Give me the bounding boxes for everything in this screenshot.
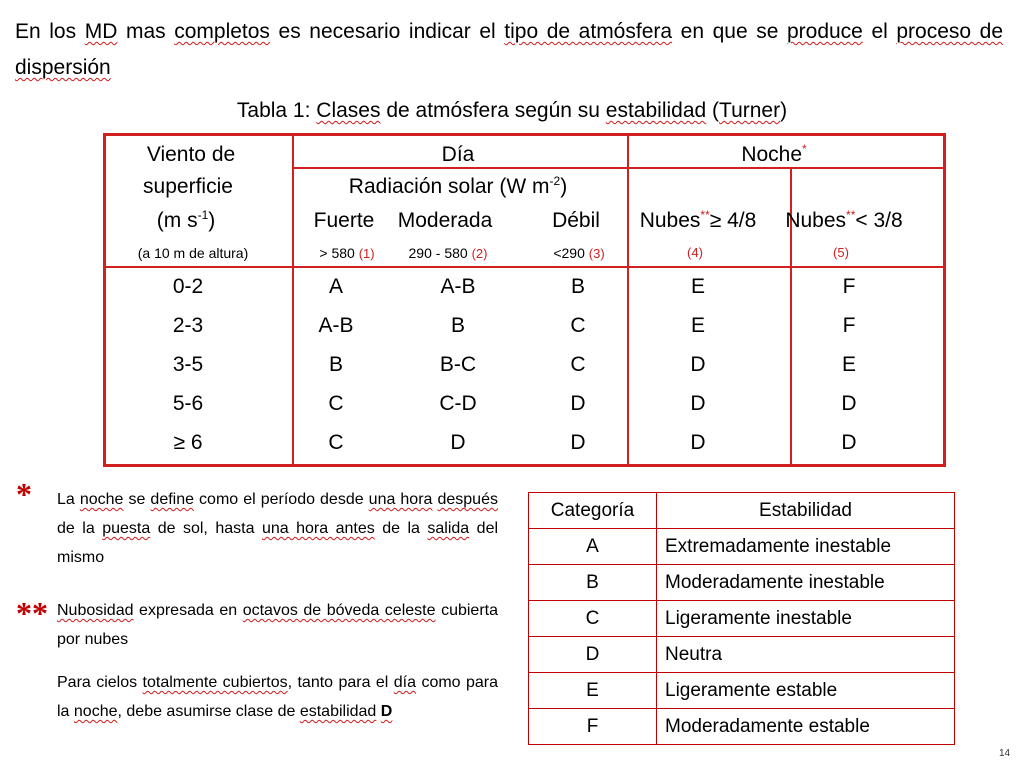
stability-class-cell: F — [842, 314, 856, 337]
underlined-term: MD — [84, 20, 118, 43]
night-subheader-2: Nubes**< 3/8 — [785, 208, 903, 232]
underlined-term: totalmente cubiertos — [142, 674, 288, 691]
stability-class-cell: A — [328, 275, 344, 298]
wind-header-line2: superficie — [143, 175, 233, 198]
table-caption — [0, 96, 1024, 126]
stability-class-cell: D — [690, 392, 706, 415]
wind-header-note: (a 10 m de altura) — [137, 245, 249, 261]
day-subheader-2: Moderada — [397, 209, 493, 232]
underlined-term: proceso de dispersión — [15, 20, 1004, 79]
category-letter-cell: D — [529, 637, 657, 673]
underlined-term: estabilidad — [605, 99, 707, 122]
text-run: ( — [706, 99, 720, 122]
wind-speed-cell: 3-5 — [172, 353, 204, 376]
table-row — [529, 709, 955, 745]
wind-header-line1: Viento de — [146, 143, 236, 166]
text-run: Tabla 1: — [236, 99, 317, 122]
day-range-1: > 580 (1) — [319, 245, 375, 261]
underlined-term: estabilidad — [299, 703, 377, 720]
stability-class-cell: D — [570, 392, 586, 415]
underlined-term: Nubosidad — [57, 602, 134, 619]
stability-class-cell: D — [570, 431, 586, 454]
stability-description-cell: Ligeramente estable — [657, 673, 955, 709]
wind-header-units: (m $s^{-1}$) — [156, 208, 216, 232]
night-num-1: (4) — [687, 245, 703, 260]
text-run: mas — [117, 20, 175, 43]
stability-class-cell: E — [841, 353, 857, 376]
footnote-text — [57, 668, 498, 726]
category-header-cell: Estabilidad — [657, 493, 955, 529]
text-run: como el período desde — [194, 491, 369, 508]
text-run: se — [123, 491, 151, 508]
table-row — [529, 637, 955, 673]
text-run: como para la — [57, 674, 499, 720]
table-row — [529, 601, 955, 637]
stability-class-cell: E — [690, 314, 706, 337]
text-run: el — [862, 20, 897, 43]
stability-class-cell: B — [570, 275, 586, 298]
text-run: , tanto para el — [287, 674, 394, 691]
day-header: Día — [441, 143, 475, 166]
underlined-term: una hora antes — [261, 520, 375, 537]
text-run: La — [57, 491, 80, 508]
footnote-marker: * — [16, 476, 32, 512]
radiation-header: Radiación solar (W $m^{-2}$) — [348, 174, 568, 198]
stability-class-cell: D — [841, 431, 857, 454]
underlined-term: noche — [79, 491, 124, 508]
wind-speed-cell: 5-6 — [172, 392, 204, 415]
category-letter-cell: C — [529, 601, 657, 637]
category-letter-cell: A — [529, 529, 657, 565]
table-row — [529, 673, 955, 709]
stability-class-cell: C — [328, 392, 344, 415]
day-range-3: <290 (3) — [553, 245, 605, 261]
text-run: es necesario indicar el — [269, 20, 505, 43]
stability-class-cell: D — [841, 392, 857, 415]
underlined-term: define — [150, 491, 195, 508]
wind-speed-cell: 2-3 — [172, 314, 204, 337]
underlined-term: puesta — [102, 520, 151, 537]
underlined-term: noche — [73, 703, 118, 720]
stability-class-cell: B-C — [439, 353, 477, 376]
text-run: en que se — [672, 20, 787, 43]
table-row — [529, 529, 955, 565]
text-run: cubierta por nubes — [57, 602, 498, 648]
underlined-term: salida — [427, 520, 470, 537]
underlined-term: octavos de bóveda celeste — [242, 602, 436, 619]
wind-speed-cell: ≥ 6 — [173, 431, 203, 454]
underlined-term: D — [380, 703, 393, 720]
underlined-term: después — [437, 491, 498, 508]
text-run: de la — [374, 520, 428, 537]
stability-class-cell: F — [842, 275, 856, 298]
text-run: , debe asumirse clase de — [117, 703, 300, 720]
footnote-marker: ** — [16, 595, 48, 631]
page-number: 14 — [999, 748, 1011, 759]
stability-category-table — [528, 492, 955, 745]
underlined-term: Turner — [719, 99, 781, 122]
underlined-term: produce — [786, 20, 863, 43]
turner-stability-table — [103, 133, 946, 467]
night-num-2: (5) — [833, 245, 849, 260]
day-subheader-3: Débil — [552, 209, 600, 232]
stability-class-cell: B — [328, 353, 344, 376]
footnote-text — [57, 485, 498, 572]
stability-class-cell: C — [570, 314, 586, 337]
underlined-term: una hora — [368, 491, 433, 508]
day-subheader-1: Fuerte — [313, 209, 375, 232]
stability-class-cell: B — [450, 314, 466, 337]
stability-description-cell: Ligeramente inestable — [657, 601, 955, 637]
wind-speed-cell: 0-2 — [172, 275, 204, 298]
day-range-2: 290 - 580 (2) — [408, 245, 488, 261]
stability-class-cell: E — [690, 275, 706, 298]
text-run: del mismo — [57, 520, 499, 566]
night-header: Noche* — [741, 142, 807, 166]
night-subheader-1: Nubes**≥ 4/8 — [639, 208, 757, 232]
stability-class-cell: C — [570, 353, 586, 376]
stability-class-cell: D — [450, 431, 466, 454]
category-header-row — [529, 493, 955, 529]
underlined-term: tipo de atmósfera — [504, 20, 673, 43]
stability-class-cell: A-B — [318, 314, 354, 337]
stability-description-cell: Moderadamente inestable — [657, 565, 955, 601]
table-row — [529, 565, 955, 601]
footnote-text — [57, 596, 498, 654]
text-run: En los — [15, 20, 85, 43]
category-letter-cell: E — [529, 673, 657, 709]
category-letter-cell: B — [529, 565, 657, 601]
underlined-term: Clases — [316, 99, 381, 122]
text-run: de sol, hasta — [150, 520, 262, 537]
category-letter-cell: F — [529, 709, 657, 745]
category-header-cell: Categoría — [529, 493, 657, 529]
stability-class-cell: D — [690, 353, 706, 376]
stability-class-cell: D — [690, 431, 706, 454]
stability-class-cell: C-D — [439, 392, 477, 415]
stability-description-cell: Moderadamente estable — [657, 709, 955, 745]
text-run: Para cielos — [57, 674, 143, 691]
intro-paragraph — [15, 14, 1003, 86]
text-run: de atmósfera según su — [380, 99, 606, 122]
stability-description-cell: Neutra — [657, 637, 955, 673]
underlined-term: completos — [174, 20, 270, 43]
stability-description-cell: Extremadamente inestable — [657, 529, 955, 565]
stability-class-cell: C — [328, 431, 344, 454]
text-run: de la — [57, 520, 103, 537]
underlined-term: día — [393, 674, 417, 691]
text-run: ) — [780, 99, 788, 122]
stability-class-cell: A-B — [440, 275, 476, 298]
text-run: expresada en — [133, 602, 243, 619]
